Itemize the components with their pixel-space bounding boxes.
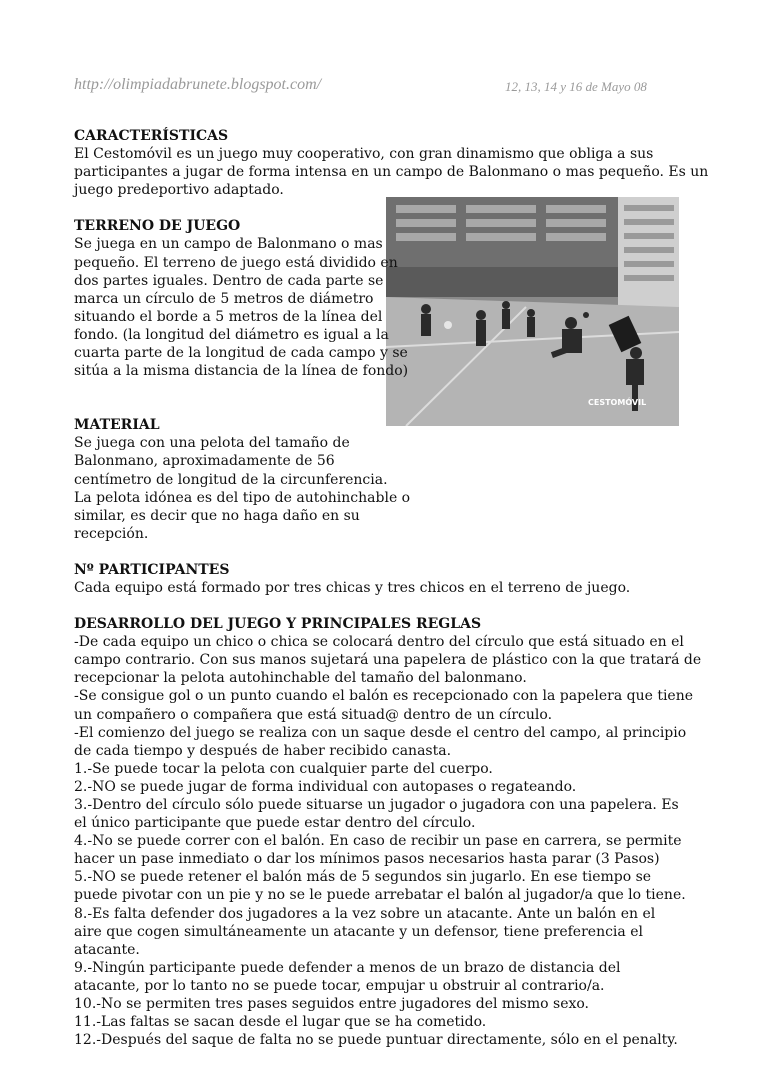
- text-line: campo contrario. Con sus manos sujetará una papelera de plástico con la que tratará de: [74, 652, 702, 669]
- text-line: de cada tiempo y después de haber recibido canasta.: [74, 742, 452, 759]
- document-body: [74, 127, 709, 1049]
- text-line: atacante.: [74, 941, 140, 958]
- text-line: 8.-Es falta defender dos jugadores a la vez sobre un atacante. Ante un balón en el: [74, 905, 656, 922]
- text-line: 11.-Las faltas se sacan desde el lugar que se ha cometido.: [74, 1014, 487, 1031]
- text-line: La pelota idónea es del tipo de autohinchable o: [74, 489, 411, 506]
- section-text-material: [74, 434, 411, 543]
- section-text-participantes: [74, 579, 686, 597]
- text-line: centímetro de longitud de la circunferencia.: [74, 471, 388, 488]
- text-line: 9.-Ningún participante puede defender a menos de un brazo de distancia del: [74, 959, 621, 976]
- text-line: similar, es decir que no haga daño en su: [74, 507, 360, 524]
- text-line: marca un círculo de 5 metros de diámetro: [74, 290, 374, 307]
- photo-caption: CESTOMÓVIL: [588, 398, 647, 407]
- text-line: 3.-Dentro del círculo sólo puede situarse un jugador o jugadora con una papelera. Es: [74, 797, 679, 813]
- text-line: participantes a jugar de forma intensa en un campo de Balonmano o mas pequeño. Es un: [74, 164, 709, 181]
- text-line: El Cestomóvil es un juego muy cooperativo, con gran dinamismo que obliga a sus: [74, 146, 654, 163]
- text-line: recepción.: [74, 525, 149, 542]
- text-line: 1.-Se puede tocar la pelota con cualquier parte del cuerpo.: [74, 760, 493, 777]
- section-text-caracteristicas: [74, 145, 709, 199]
- text-line: 4.-No se puede correr con el balón. En caso de recibir un pase en carrera, se permite: [74, 833, 682, 850]
- text-line: pequeño. El terreno de juego está dividido en: [74, 254, 398, 271]
- text-line: un compañero o compañera que está situad@ dentro de un círculo.: [74, 706, 553, 723]
- text-line: 10.-No se permiten tres pases seguidos entre jugadores del mismo sexo.: [74, 996, 590, 1013]
- text-line: fondo. (la longitud del diámetro es igual a la: [74, 326, 389, 343]
- text-line: 2.-NO se puede jugar de forma individual con autopases o regateando.: [74, 778, 577, 795]
- text-line: sitúa a la misma distancia de la línea de fondo): [74, 363, 409, 380]
- text-line: Se juega con una pelota del tamaño de: [74, 435, 350, 452]
- text-line: el único participante que puede estar dentro del círculo.: [74, 815, 476, 832]
- text-line: juego predeportivo adaptado.: [74, 182, 284, 199]
- text-line: 5.-NO se puede retener el balón más de 5 segundos sin jugarlo. En ese tiempo se: [74, 869, 652, 886]
- header-date: 12, 13, 14 y 16 de Mayo 08: [505, 79, 647, 94]
- text-line: puede pivotar con un pie y no se le puede arrebatar el balón al jugador/a que lo tiene.: [74, 887, 686, 904]
- section-title-terreno: TERRENO DE JUEGO: [74, 218, 241, 235]
- text-line: situando el borde a 5 metros de la línea del: [74, 308, 383, 325]
- text-line: Cada equipo está formado por tres chicas y tres chicos en el terreno de juego.: [74, 579, 631, 596]
- text-line: 12.-Después del saque de falta no se puede puntuar directamente, sólo en el penalty.: [74, 1032, 678, 1049]
- text-line: aire que cogen simultáneamente un atacante y un defensor, tiene preferencia el: [74, 923, 643, 940]
- text-line: -El comienzo del juego se realiza con un saque desde el centro del campo, al principio: [74, 724, 687, 741]
- text-line: -De cada equipo un chico o chica se colocará dentro del círculo que está situado en el: [74, 634, 684, 651]
- section-title-desarrollo: DESARROLLO DEL JUEGO Y PRINCIPALES REGLAS: [74, 616, 482, 633]
- text-line: Balonmano, aproximadamente de 56: [74, 453, 335, 470]
- text-line: hacer un pase inmediato o dar los mínimos pasos necesarios hasta parar (3 Pasos): [74, 851, 660, 868]
- section-title-participantes: Nº PARTICIPANTES: [74, 561, 230, 578]
- section-title-material: MATERIAL: [74, 417, 160, 434]
- text-line: -Se consigue gol o un punto cuando el balón es recepcionado con la papelera que tiene: [74, 688, 694, 705]
- text-line: cuarta parte de la longitud de cada campo y se: [74, 345, 408, 362]
- header-url[interactable]: http://olimpiadabrunete.blogspot.com/: [74, 76, 322, 93]
- text-line: Se juega en un campo de Balonmano o mas: [74, 236, 383, 253]
- section-title-caracteristicas: CARACTERÍSTICAS: [74, 128, 229, 144]
- text-line: dos partes iguales. Dentro de cada parte se: [74, 272, 384, 289]
- section-text-terreno: [74, 235, 409, 380]
- section-text-desarrollo: [74, 633, 702, 1049]
- text-line: recepcionar la pelota autohinchable del tamaño del balonmano.: [74, 670, 527, 687]
- text-line: atacante, por lo tanto no se puede tocar, empujar u obstruir al contrario/a.: [74, 977, 605, 994]
